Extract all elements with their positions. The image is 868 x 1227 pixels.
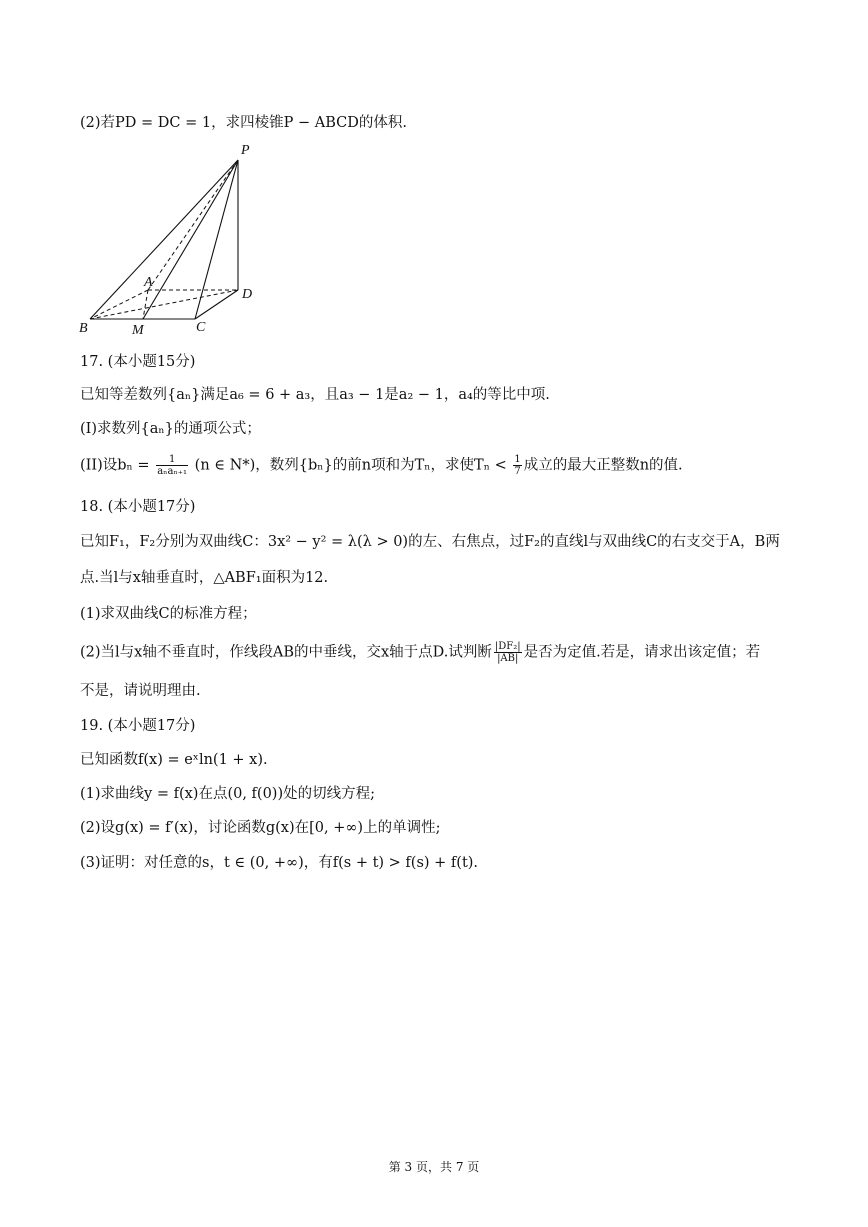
edge-AB bbox=[90, 290, 148, 319]
pyramid-figure bbox=[75, 138, 275, 338]
q18-part2-b: 是否为定值.若是，请求出该定值；若 bbox=[523, 644, 761, 661]
label-A: A bbox=[144, 275, 153, 290]
q19-header: 19. (本小题17分) bbox=[80, 718, 196, 734]
q19-part1: (1)求曲线y = f(x)在点(0, f(0))处的切线方程; bbox=[80, 786, 376, 802]
q17-frac2-num: 1 bbox=[514, 454, 521, 465]
label-M: M bbox=[132, 323, 144, 338]
edge-PB bbox=[90, 160, 238, 319]
edge-PA bbox=[148, 160, 238, 290]
q18-part1: (1)求双曲线C的标准方程； bbox=[80, 606, 257, 622]
edge-PM bbox=[143, 160, 238, 319]
q17-part1: (I)求数列{aₙ}的通项公式； bbox=[80, 421, 261, 437]
q17-frac-num: 1 bbox=[156, 454, 188, 466]
q18-stem-line2: 点.当l与x轴垂直时，△ABF₁面积为12. bbox=[80, 570, 329, 586]
q17-part2 bbox=[80, 454, 683, 477]
q17-part2-a: (II)设bₙ = bbox=[80, 457, 155, 474]
q18-stem-line1: 已知F₁，F₂分别为双曲线C：3x² − y² = λ(λ > 0)的左、右焦点，过F₂的直线l与双曲线C的右支交于A，B两 bbox=[80, 534, 780, 550]
q17-header: 17. (本小题15分) bbox=[80, 354, 196, 370]
q17-stem: 已知等差数列{aₙ}满足a₆ = 6 + a₃，且a₃ − 1是a₂ − 1，a₄的等比中项. bbox=[80, 387, 550, 403]
q18-frac-num: |DF₂| bbox=[494, 641, 521, 652]
label-D: D bbox=[242, 287, 253, 302]
q19-part3: (3)证明：对任意的s，t ∈ (0, +∞)，有f(s + t) > f(s) + f(t). bbox=[80, 855, 479, 871]
q18-part2-a: (2)当l与x轴不垂直时，作线段AB的中垂线，交x轴于点D.试判断 bbox=[80, 644, 492, 661]
q18-part2 bbox=[80, 641, 760, 664]
label-C: C bbox=[196, 320, 206, 335]
q19-stem: 已知函数f(x) = eˣln(1 + x). bbox=[80, 752, 268, 768]
label-B: B bbox=[79, 321, 88, 336]
q17-fraction-bound bbox=[513, 454, 521, 477]
q18-frac-den: |AB| bbox=[497, 653, 519, 664]
q17-part2-b: (n ∈ N*)，数列{bₙ}的前n项和为Tₙ，求使Tₙ < bbox=[190, 457, 512, 474]
q17-fraction-bn bbox=[156, 454, 188, 477]
q17-part2-c: 成立的最大正整数n的值. bbox=[523, 457, 683, 474]
q17-frac2-den: 7 bbox=[514, 466, 521, 477]
q18-fraction bbox=[494, 641, 522, 664]
q18-part2-cont: 不是，请说明理由. bbox=[80, 683, 201, 699]
q18-header: 18. (本小题17分) bbox=[80, 499, 196, 515]
q19-part2: (2)设g(x) = f′(x)，讨论函数g(x)在[0, +∞)上的单调性; bbox=[80, 820, 441, 836]
label-P: P bbox=[241, 143, 250, 158]
q17-frac-den: aₙaₙ₊₁ bbox=[157, 466, 188, 477]
page-footer: 第 3 页，共 7 页 bbox=[388, 1160, 480, 1174]
q16-part2: (2)若PD = DC = 1，求四棱锥P − ABCD的体积. bbox=[80, 115, 407, 131]
